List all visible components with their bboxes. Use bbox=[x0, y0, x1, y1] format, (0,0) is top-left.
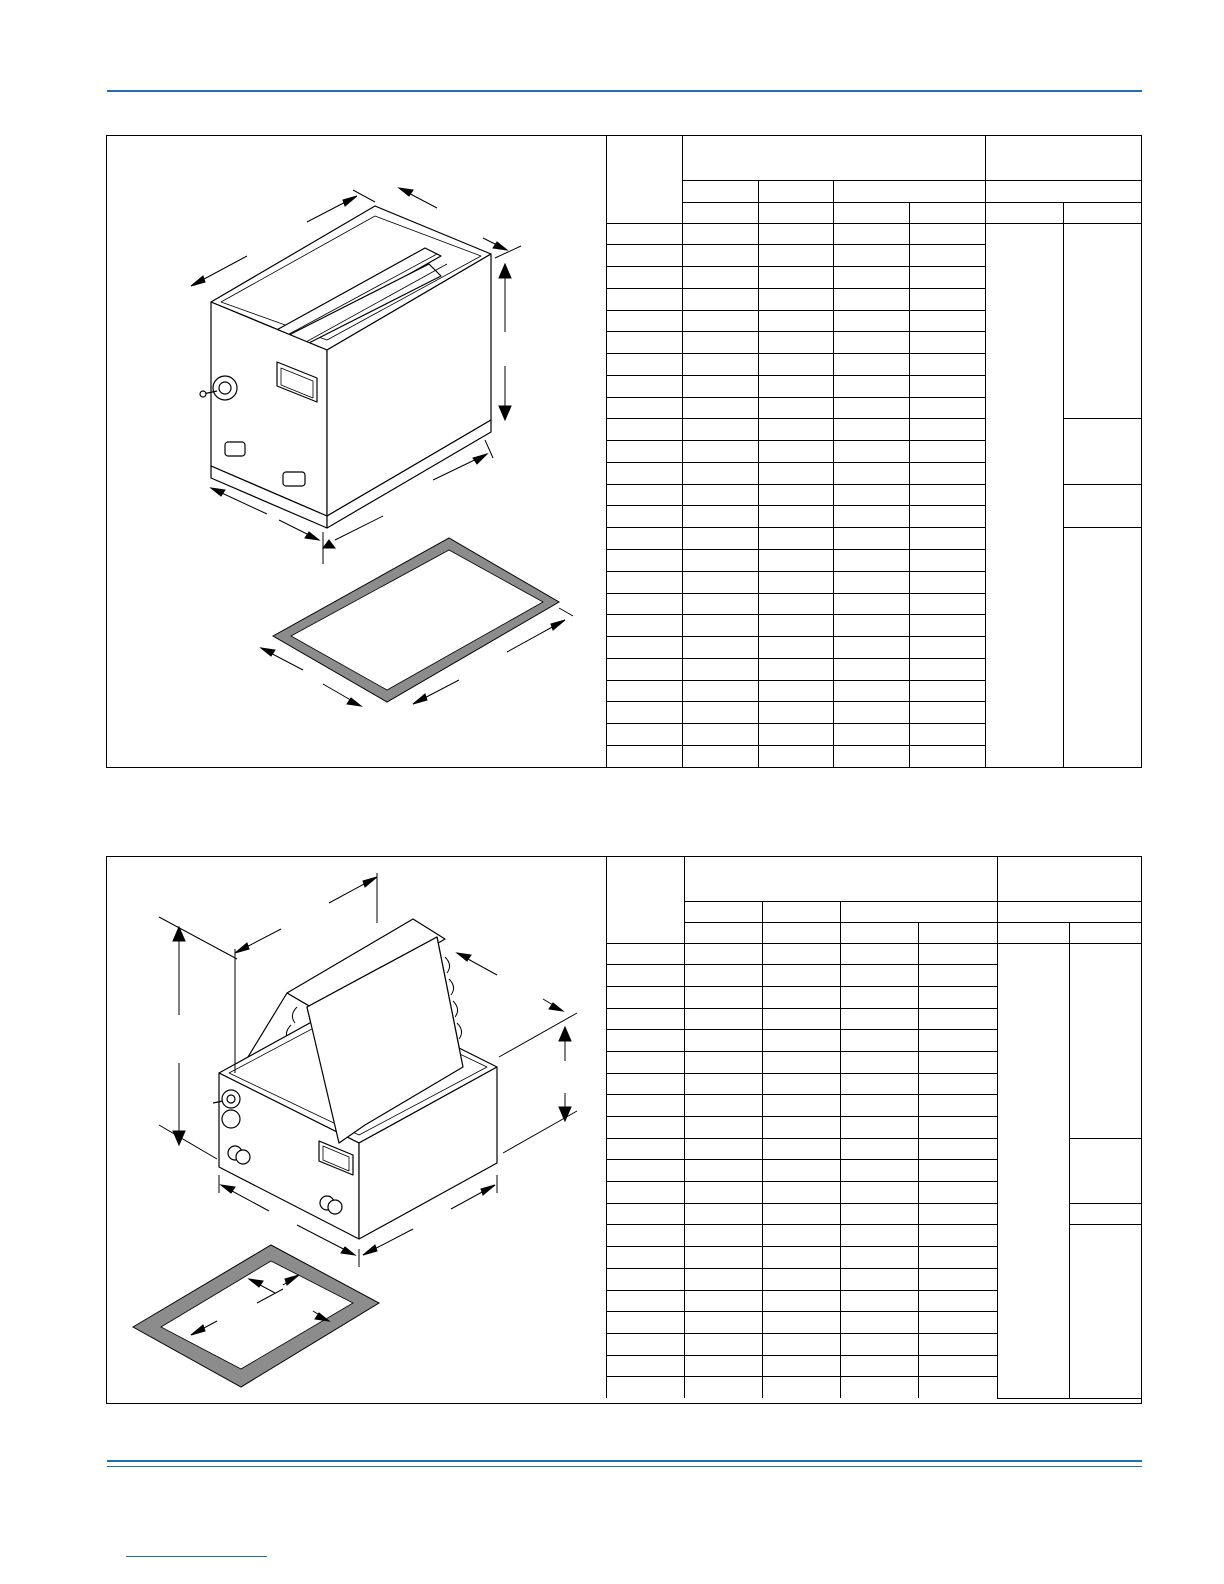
table-cell bbox=[1064, 484, 1142, 528]
table-cell bbox=[685, 1051, 763, 1073]
table-cell bbox=[910, 332, 986, 354]
table-cell bbox=[607, 986, 685, 1008]
table-cell bbox=[763, 943, 841, 965]
table-cell bbox=[607, 1333, 685, 1355]
table-cell bbox=[763, 1247, 841, 1269]
table-cell bbox=[834, 245, 910, 267]
table-cell bbox=[685, 1117, 763, 1139]
table-cell bbox=[834, 680, 910, 702]
table-cell bbox=[607, 1073, 685, 1095]
table-cell bbox=[759, 571, 834, 593]
table-cell bbox=[841, 1247, 919, 1269]
table-cell bbox=[607, 1312, 685, 1334]
table-cell bbox=[763, 986, 841, 1008]
table-cell bbox=[607, 332, 683, 354]
table-cell bbox=[1070, 1203, 1142, 1225]
table-cell bbox=[834, 288, 910, 310]
table-cell bbox=[683, 724, 759, 746]
table-cell bbox=[759, 615, 834, 637]
table-cell bbox=[759, 267, 834, 289]
table-cell bbox=[685, 1138, 763, 1160]
table-cell bbox=[919, 1095, 998, 1117]
table-cell bbox=[685, 1182, 763, 1204]
table-cell bbox=[919, 1203, 998, 1225]
table-cell bbox=[683, 462, 759, 484]
table-cell bbox=[607, 1051, 685, 1073]
header-cell bbox=[763, 922, 841, 943]
table-cell bbox=[607, 1290, 685, 1312]
table-row bbox=[607, 943, 1142, 965]
header-cell bbox=[834, 180, 986, 202]
table-cell bbox=[759, 637, 834, 659]
header-cell bbox=[607, 136, 683, 223]
table-cell bbox=[841, 1030, 919, 1052]
table-cell bbox=[763, 1030, 841, 1052]
table-cell bbox=[759, 462, 834, 484]
table-cell bbox=[763, 1333, 841, 1355]
table-cell bbox=[919, 1008, 998, 1030]
table-cell bbox=[683, 419, 759, 441]
table-cell bbox=[683, 615, 759, 637]
table-cell bbox=[607, 943, 685, 965]
table-cell bbox=[841, 1073, 919, 1095]
table-cell bbox=[759, 593, 834, 615]
table-cell bbox=[759, 680, 834, 702]
table-cell bbox=[759, 223, 834, 245]
table-cell bbox=[910, 288, 986, 310]
table-cell bbox=[910, 615, 986, 637]
table-cell bbox=[910, 637, 986, 659]
table-cell bbox=[841, 1117, 919, 1139]
table-cell bbox=[607, 615, 683, 637]
table-cell bbox=[759, 506, 834, 528]
table-cell bbox=[685, 1247, 763, 1269]
table-cell bbox=[607, 1095, 685, 1117]
table-cell bbox=[919, 986, 998, 1008]
table-cell bbox=[834, 637, 910, 659]
header-cell bbox=[998, 857, 1142, 901]
table-cell bbox=[834, 702, 910, 724]
table-cell bbox=[841, 1355, 919, 1377]
table-cell bbox=[759, 375, 834, 397]
table-cell bbox=[683, 223, 759, 245]
table-cell bbox=[834, 462, 910, 484]
table-cell bbox=[607, 354, 683, 376]
table-cell bbox=[986, 223, 1064, 767]
header-cell bbox=[683, 202, 759, 223]
header-cell bbox=[998, 901, 1142, 922]
table-cell bbox=[841, 943, 919, 965]
table-cell bbox=[919, 1268, 998, 1290]
table-cell bbox=[834, 528, 910, 550]
table-cell bbox=[763, 1355, 841, 1377]
table-cell bbox=[763, 1312, 841, 1334]
table-cell bbox=[910, 484, 986, 506]
header-cell bbox=[910, 202, 986, 223]
table-row bbox=[607, 223, 1142, 245]
table-cell bbox=[685, 1290, 763, 1312]
footer-link-underline bbox=[126, 1556, 267, 1557]
header-cell bbox=[685, 857, 998, 901]
table-cell bbox=[607, 1117, 685, 1139]
table-cell bbox=[685, 965, 763, 987]
table-cell bbox=[1064, 419, 1142, 484]
table-cell bbox=[919, 1051, 998, 1073]
table-cell bbox=[834, 310, 910, 332]
table-cell bbox=[607, 1203, 685, 1225]
table-cell bbox=[759, 354, 834, 376]
table-cell bbox=[683, 528, 759, 550]
table-cell bbox=[759, 245, 834, 267]
table-cell bbox=[607, 528, 683, 550]
table-cell bbox=[763, 1051, 841, 1073]
table-cell bbox=[759, 419, 834, 441]
table-cell bbox=[607, 267, 683, 289]
header-cell bbox=[607, 857, 685, 943]
table-cell bbox=[607, 1030, 685, 1052]
table-cell bbox=[834, 267, 910, 289]
table-cell bbox=[759, 702, 834, 724]
table-cell bbox=[683, 745, 759, 767]
table-cell bbox=[919, 1117, 998, 1139]
table-cell bbox=[607, 724, 683, 746]
table-cell bbox=[683, 441, 759, 463]
table-cell bbox=[919, 1247, 998, 1269]
table-cell bbox=[685, 1203, 763, 1225]
table-cell bbox=[841, 965, 919, 987]
table-cell bbox=[607, 637, 683, 659]
table-cell bbox=[1070, 1225, 1142, 1399]
table-cell bbox=[834, 375, 910, 397]
table-cell bbox=[834, 571, 910, 593]
table-cell bbox=[607, 1008, 685, 1030]
table-cell bbox=[919, 1030, 998, 1052]
table-cell bbox=[607, 1182, 685, 1204]
table-cell bbox=[607, 680, 683, 702]
table-cell bbox=[763, 1160, 841, 1182]
table-cell bbox=[910, 267, 986, 289]
header-cell bbox=[841, 901, 998, 922]
table-cell bbox=[683, 658, 759, 680]
table-cell bbox=[685, 1268, 763, 1290]
dimension-table bbox=[606, 857, 1142, 1399]
table-cell bbox=[841, 1008, 919, 1030]
table-cell bbox=[607, 1268, 685, 1290]
table-cell bbox=[919, 1312, 998, 1334]
table-cell bbox=[683, 571, 759, 593]
table-cell bbox=[759, 397, 834, 419]
table-cell bbox=[759, 310, 834, 332]
table-cell bbox=[763, 1138, 841, 1160]
table-cell bbox=[763, 1008, 841, 1030]
table-cell bbox=[834, 332, 910, 354]
table-cell bbox=[841, 1160, 919, 1182]
table-cell bbox=[607, 462, 683, 484]
header-cell bbox=[1070, 922, 1142, 943]
header-cell bbox=[998, 922, 1070, 943]
table-cell bbox=[834, 419, 910, 441]
table-cell bbox=[763, 1268, 841, 1290]
table-cell bbox=[763, 1182, 841, 1204]
table-cell bbox=[841, 1333, 919, 1355]
header-cell bbox=[986, 136, 1142, 180]
header-cell bbox=[986, 180, 1142, 202]
header-cell bbox=[919, 922, 998, 943]
header-cell bbox=[759, 180, 834, 202]
table-cell bbox=[759, 745, 834, 767]
table-cell bbox=[919, 1333, 998, 1355]
table-cell bbox=[763, 965, 841, 987]
table-cell bbox=[607, 441, 683, 463]
table-cell bbox=[759, 658, 834, 680]
table-cell bbox=[607, 375, 683, 397]
table-cell bbox=[607, 965, 685, 987]
table-cell bbox=[841, 1290, 919, 1312]
table-cell bbox=[834, 506, 910, 528]
header-cell bbox=[986, 202, 1064, 223]
table-cell bbox=[683, 484, 759, 506]
table-cell bbox=[685, 1312, 763, 1334]
table-cell bbox=[910, 310, 986, 332]
table-cell bbox=[841, 986, 919, 1008]
table-cell bbox=[841, 1225, 919, 1247]
table-cell bbox=[683, 549, 759, 571]
table-cell bbox=[919, 1290, 998, 1312]
table-cell bbox=[685, 1333, 763, 1355]
table-cell bbox=[763, 1377, 841, 1399]
table-cell bbox=[607, 745, 683, 767]
table-cell bbox=[685, 1008, 763, 1030]
footer-rule-thick bbox=[107, 1460, 1142, 1462]
table-cell bbox=[910, 571, 986, 593]
table-cell bbox=[607, 1355, 685, 1377]
table-cell bbox=[683, 267, 759, 289]
table-cell bbox=[763, 1225, 841, 1247]
header-cell bbox=[841, 922, 919, 943]
table-cell bbox=[685, 1095, 763, 1117]
table-cell bbox=[763, 1095, 841, 1117]
table-cell bbox=[834, 549, 910, 571]
table-cell bbox=[841, 1095, 919, 1117]
table-cell bbox=[919, 1138, 998, 1160]
table-cell bbox=[910, 593, 986, 615]
table-cell bbox=[919, 1182, 998, 1204]
table-cell bbox=[607, 419, 683, 441]
table-cell bbox=[683, 245, 759, 267]
table-cell bbox=[683, 354, 759, 376]
table-cell bbox=[759, 549, 834, 571]
table-cell bbox=[919, 1160, 998, 1182]
table-cell bbox=[607, 702, 683, 724]
table-cell bbox=[910, 724, 986, 746]
table-cell bbox=[685, 1355, 763, 1377]
table-cell bbox=[910, 745, 986, 767]
table-cell bbox=[607, 245, 683, 267]
header-cell bbox=[759, 202, 834, 223]
table-cell bbox=[910, 375, 986, 397]
table-cell bbox=[759, 288, 834, 310]
table-cell bbox=[910, 680, 986, 702]
table-cell bbox=[683, 288, 759, 310]
table-cell bbox=[834, 223, 910, 245]
table-cell bbox=[759, 441, 834, 463]
table-cell bbox=[763, 1117, 841, 1139]
table-cell bbox=[834, 593, 910, 615]
table-cell bbox=[683, 702, 759, 724]
table-cell bbox=[607, 571, 683, 593]
table-cell bbox=[607, 1160, 685, 1182]
table-cell bbox=[919, 943, 998, 965]
figure-panel-2 bbox=[106, 856, 1142, 1404]
table-cell bbox=[841, 1203, 919, 1225]
table-cell bbox=[841, 1182, 919, 1204]
table-cell bbox=[841, 1138, 919, 1160]
table-cell bbox=[683, 680, 759, 702]
table-cell bbox=[607, 288, 683, 310]
table-cell bbox=[834, 441, 910, 463]
table-cell bbox=[910, 441, 986, 463]
table-cell bbox=[834, 397, 910, 419]
table-cell bbox=[685, 1377, 763, 1399]
table-cell bbox=[759, 724, 834, 746]
table-cell bbox=[759, 528, 834, 550]
rectangular-gasket-outline-icon bbox=[133, 1245, 379, 1387]
table-cell bbox=[834, 615, 910, 637]
table-cell bbox=[763, 1073, 841, 1095]
table-cell bbox=[841, 1312, 919, 1334]
table-cell bbox=[683, 593, 759, 615]
table-cell bbox=[607, 506, 683, 528]
table-cell bbox=[910, 354, 986, 376]
table-cell bbox=[607, 1247, 685, 1269]
table-cell bbox=[685, 1225, 763, 1247]
table-cell bbox=[841, 1377, 919, 1399]
header-cell bbox=[685, 901, 763, 922]
table-cell bbox=[683, 310, 759, 332]
table-cell bbox=[685, 1030, 763, 1052]
table-cell bbox=[998, 943, 1070, 1398]
table-cell bbox=[683, 332, 759, 354]
table-cell bbox=[683, 397, 759, 419]
table-cell bbox=[834, 745, 910, 767]
table-cell bbox=[607, 1377, 685, 1399]
table-cell bbox=[759, 484, 834, 506]
footer-rule-thin bbox=[107, 1466, 1142, 1467]
table-cell bbox=[834, 354, 910, 376]
table-cell bbox=[607, 593, 683, 615]
figure-panel-1 bbox=[106, 135, 1142, 768]
table-cell bbox=[910, 397, 986, 419]
table-cell bbox=[607, 397, 683, 419]
table-cell bbox=[685, 943, 763, 965]
table-cell bbox=[919, 1377, 998, 1399]
table-cell bbox=[910, 528, 986, 550]
table-cell bbox=[910, 506, 986, 528]
table-cell bbox=[607, 484, 683, 506]
table-cell bbox=[607, 1138, 685, 1160]
table-cell bbox=[834, 484, 910, 506]
table-cell bbox=[685, 986, 763, 1008]
table-cell bbox=[683, 506, 759, 528]
table-cell bbox=[910, 223, 986, 245]
table-cell bbox=[910, 462, 986, 484]
table-cell bbox=[919, 1073, 998, 1095]
upflow-cased-coil-cabinet-icon bbox=[107, 136, 607, 766]
table-cell bbox=[607, 1225, 685, 1247]
table-cell bbox=[1064, 528, 1142, 767]
table-cell bbox=[607, 310, 683, 332]
header-cell bbox=[683, 180, 759, 202]
header-cell bbox=[1064, 202, 1142, 223]
table-cell bbox=[834, 724, 910, 746]
header-cell bbox=[763, 901, 841, 922]
table-cell bbox=[685, 1073, 763, 1095]
table-cell bbox=[763, 1203, 841, 1225]
table-cell bbox=[607, 549, 683, 571]
table-cell bbox=[607, 223, 683, 245]
table-cell bbox=[685, 1160, 763, 1182]
table-cell bbox=[910, 658, 986, 680]
a-coil-cased-cabinet-icon bbox=[107, 857, 607, 1405]
header-cell bbox=[834, 202, 910, 223]
table-cell bbox=[759, 332, 834, 354]
header-cell bbox=[685, 922, 763, 943]
table-cell bbox=[919, 965, 998, 987]
table-cell bbox=[919, 1225, 998, 1247]
table-cell bbox=[841, 1051, 919, 1073]
table-cell bbox=[910, 549, 986, 571]
table-cell bbox=[910, 419, 986, 441]
table-cell bbox=[607, 658, 683, 680]
table-cell bbox=[683, 375, 759, 397]
table-cell bbox=[1070, 943, 1142, 1138]
header-rule bbox=[107, 90, 1142, 92]
table-cell bbox=[834, 658, 910, 680]
table-cell bbox=[683, 637, 759, 659]
table-cell bbox=[1070, 1138, 1142, 1203]
table-cell bbox=[910, 245, 986, 267]
table-cell bbox=[910, 702, 986, 724]
table-cell bbox=[763, 1290, 841, 1312]
table-cell bbox=[1064, 223, 1142, 419]
table-cell bbox=[841, 1268, 919, 1290]
dimension-table bbox=[606, 136, 1142, 768]
table-cell bbox=[919, 1355, 998, 1377]
header-cell bbox=[683, 136, 986, 180]
